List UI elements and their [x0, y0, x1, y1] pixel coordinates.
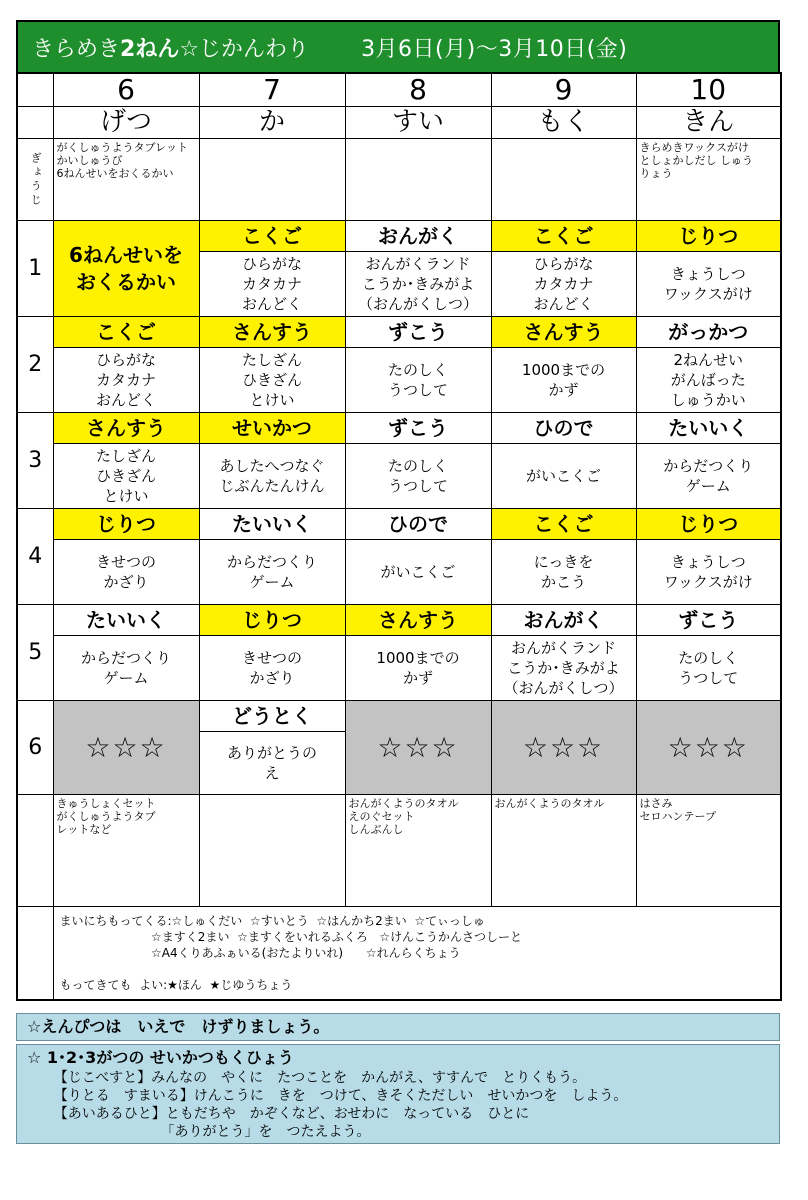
text-line: からだつくり	[663, 457, 754, 475]
text-line: おんがくランド	[510, 639, 616, 657]
text-line: がくしゅうようタブレット	[56, 141, 188, 154]
text-line: ゲーム	[685, 477, 731, 495]
subject-cell: おんがく	[491, 605, 636, 636]
subject-cell: こくご	[491, 221, 636, 252]
note-line	[60, 961, 775, 977]
detail-cell	[636, 540, 781, 605]
day-number: 6	[53, 73, 199, 107]
period-subject-row	[17, 413, 781, 444]
period-number: 6	[17, 701, 53, 795]
text-line: にっきを	[533, 553, 594, 571]
period-detail-row	[17, 348, 781, 413]
text-line: こうか･きみがよ	[361, 275, 475, 293]
subject-cell: おんがく	[345, 221, 491, 252]
period6-subject-row	[17, 701, 781, 732]
page-title: きらめき2ねん☆じかんわり	[32, 36, 310, 62]
day-name: もく	[491, 107, 636, 139]
subject-cell: じりつ	[53, 509, 199, 540]
text-line: ひらがな	[95, 351, 156, 369]
text-line: うつして	[387, 381, 448, 399]
text-line: 6ねんせいを	[69, 242, 183, 267]
items-cell	[491, 795, 636, 907]
period-subject-row	[17, 317, 781, 348]
period-subject-row	[17, 221, 781, 252]
detail-cell	[345, 540, 491, 605]
items-label-cell	[17, 795, 53, 907]
date-range: 3月6日(月)～3月10日(金)	[361, 36, 628, 62]
note-line: もってきても よい:★ほん ★じゆうちょう	[59, 978, 293, 992]
text-line: おんがくランド	[365, 255, 471, 273]
day-number-row	[17, 73, 781, 107]
text-line: がんばった	[670, 371, 746, 389]
text-line: かず	[548, 381, 579, 399]
subject-cell: じりつ	[199, 605, 345, 636]
subject-cell: ひので	[345, 509, 491, 540]
text-line: カタカナ	[241, 275, 302, 293]
text-line: からだつくり	[80, 649, 171, 667]
detail-cell	[636, 348, 781, 413]
goal-line: 【りとる すまいる】けんこうに きを つけて、きそくただしい せいかつを しよう。	[27, 1088, 628, 1104]
detail-cell	[53, 444, 199, 509]
text-line: 1000までの	[376, 649, 460, 667]
items-cell	[199, 795, 345, 907]
text-line: え	[264, 764, 280, 782]
corner-cell	[17, 107, 53, 139]
day-name: か	[199, 107, 345, 139]
text-line: おんがくようのタオル	[348, 797, 459, 810]
text-line: （おんがくしつ）	[503, 679, 624, 697]
items-cell	[345, 795, 491, 907]
subject-cell: たいいく	[636, 413, 781, 444]
events-label: ぎょうじ	[29, 151, 43, 208]
pencil-note: ☆えんぴつは いえで けずりましょう。	[16, 1013, 780, 1041]
text-line: はさみ	[639, 797, 673, 810]
items-cell	[636, 795, 781, 907]
detail-cell	[199, 252, 345, 317]
text-line: かず	[402, 669, 433, 687]
text-line: セロハンテープ	[639, 810, 716, 823]
text-line: きょうしつ	[670, 553, 746, 571]
detail-cell	[491, 540, 636, 605]
text-line: ワックスがけ	[663, 573, 753, 591]
stars-cell: ☆☆☆	[53, 701, 199, 795]
detail-cell	[53, 540, 199, 605]
schedule-sheet	[16, 20, 780, 1001]
text-line: とけい	[103, 487, 149, 505]
text-line: ゲーム	[103, 669, 149, 687]
stars-cell: ☆☆☆	[345, 701, 491, 795]
subject-cell: ずこう	[345, 413, 491, 444]
text-line: きせつの	[241, 649, 302, 667]
text-line: たのしく	[387, 361, 448, 379]
subject-cell: さんすう	[345, 605, 491, 636]
detail-cell	[53, 636, 199, 701]
goal-line: 【じこべすと】みんなの やくに たつことを かんがえ、すすんで とりくもう。	[27, 1070, 587, 1086]
detail-cell	[491, 252, 636, 317]
period-detail-row	[17, 540, 781, 605]
timetable	[16, 72, 782, 1001]
daily-notes	[53, 907, 781, 1001]
detail-cell	[636, 636, 781, 701]
text-line: おくるかい	[76, 269, 176, 294]
subject-cell: こくご	[199, 221, 345, 252]
subject-cell: せいかつ	[199, 413, 345, 444]
day-name: すい	[345, 107, 491, 139]
detail-cell	[199, 732, 345, 795]
text-line: がいこくご	[525, 467, 601, 485]
subject-cell: こくご	[53, 317, 199, 348]
items-row	[17, 795, 781, 907]
event-block	[53, 221, 199, 317]
goal-line: 「ありがとう」を つたえよう。	[27, 1124, 371, 1140]
goals-heading: ☆ 1･2･3がつの せいかつもくひょう	[27, 1048, 294, 1067]
text-line: レットなど	[56, 823, 112, 836]
text-line: しゅうかい	[670, 391, 746, 409]
text-line: カタカナ	[533, 275, 594, 293]
text-line: きらめきワックスがけ	[639, 141, 749, 154]
period-detail-row	[17, 636, 781, 701]
text-line: 2ねんせい	[673, 351, 744, 369]
text-line: 1000までの	[521, 361, 606, 379]
subject-cell: さんすう	[199, 317, 345, 348]
detail-cell	[199, 636, 345, 701]
detail-cell	[636, 444, 781, 509]
text-line: あしたへつなぐ	[219, 457, 325, 475]
text-line: おんがくようのタオル	[494, 797, 605, 810]
period-number: 1	[17, 221, 53, 317]
text-line: ひきざん	[95, 467, 156, 485]
period-number: 4	[17, 509, 53, 605]
text-line: がくしゅうようタブ	[56, 810, 156, 823]
text-line: きゅうしょくセット	[56, 797, 156, 810]
text-line: ゲーム	[249, 573, 295, 591]
detail-cell	[636, 252, 781, 317]
detail-cell	[491, 348, 636, 413]
text-line: えのぐセット	[348, 810, 415, 823]
stars-cell: ☆☆☆	[636, 701, 781, 795]
text-line: とけい	[249, 391, 295, 409]
text-line: ひきざん	[241, 371, 302, 389]
subject-cell: ずこう	[636, 605, 781, 636]
subject-cell: じりつ	[636, 221, 781, 252]
period-detail-row	[17, 444, 781, 509]
text-line: かざり	[249, 669, 295, 687]
text-line: おんどく	[95, 391, 156, 409]
text-line: としょかしだし しゅう	[639, 154, 753, 167]
life-goals-box	[16, 1044, 780, 1144]
event-cell	[53, 139, 199, 221]
period-subject-row	[17, 605, 781, 636]
text-line: うつして	[387, 477, 448, 495]
text-line: きせつの	[95, 553, 156, 571]
subject-cell: ずこう	[345, 317, 491, 348]
text-line: ありがとうの	[226, 744, 317, 762]
day-name-row	[17, 107, 781, 139]
text-line: おんどく	[533, 295, 594, 313]
note-line: ☆A4くりあふぁいる(おたよりいれ) ☆れんらくちょう	[59, 946, 461, 960]
detail-cell	[199, 444, 345, 509]
text-line: たしざん	[95, 447, 156, 465]
text-line: ひらがな	[533, 255, 594, 273]
day-name: きん	[636, 107, 781, 139]
text-line: うつして	[678, 669, 739, 687]
text-line: たのしく	[678, 649, 739, 667]
text-line: カタカナ	[95, 371, 156, 389]
title-bar	[16, 20, 780, 72]
subject-cell: さんすう	[53, 413, 199, 444]
event-cell	[345, 139, 491, 221]
text-line: がいこくご	[380, 563, 456, 581]
subject-cell: ひので	[491, 413, 636, 444]
text-line: かこう	[540, 573, 586, 591]
detail-cell	[199, 348, 345, 413]
note-line: まいにちもってくる:☆しゅくだい ☆すいとう ☆はんかち2まい ☆てぃっしゅ	[59, 914, 485, 928]
subject-cell: たいいく	[53, 605, 199, 636]
notes-label-cell	[17, 907, 53, 1001]
period-number: 3	[17, 413, 53, 509]
stars-cell: ☆☆☆	[491, 701, 636, 795]
corner-cell	[17, 73, 53, 107]
detail-cell	[345, 444, 491, 509]
subject-cell: こくご	[491, 509, 636, 540]
text-line: おんどく	[241, 295, 302, 313]
day-name: げつ	[53, 107, 199, 139]
day-number: 7	[199, 73, 345, 107]
events-row	[17, 139, 781, 221]
text-line: きょうしつ	[670, 265, 746, 283]
text-line: じぶんたんけん	[219, 477, 325, 495]
event-cell	[199, 139, 345, 221]
period-number: 2	[17, 317, 53, 413]
subject-cell: たいいく	[199, 509, 345, 540]
detail-cell	[345, 636, 491, 701]
text-line: ひらがな	[241, 255, 302, 273]
text-line: たのしく	[387, 457, 448, 475]
event-cell	[491, 139, 636, 221]
detail-cell	[53, 348, 199, 413]
text-line: たしざん	[241, 351, 302, 369]
detail-cell	[491, 444, 636, 509]
daily-notes-row	[17, 907, 781, 1001]
detail-cell	[345, 252, 491, 317]
note-line: ☆ますく2まい ☆ますくをいれるふくろ ☆けんこうかんさつしーと	[59, 930, 523, 944]
day-number: 10	[636, 73, 781, 107]
detail-cell	[345, 348, 491, 413]
text-line: りょう	[639, 167, 673, 180]
text-line: かざり	[103, 573, 149, 591]
day-number: 9	[491, 73, 636, 107]
text-line: 6ねんせいをおくるかい	[56, 167, 174, 180]
items-cell	[53, 795, 199, 907]
text-line: しんぶんし	[348, 823, 404, 836]
period-number: 5	[17, 605, 53, 701]
text-line: からだつくり	[226, 553, 317, 571]
detail-cell	[491, 636, 636, 701]
text-line: （おんがくしつ）	[357, 295, 478, 313]
text-line: ワックスがけ	[663, 285, 753, 303]
subject-cell: じりつ	[636, 509, 781, 540]
detail-cell	[199, 540, 345, 605]
day-number: 8	[345, 73, 491, 107]
subject-cell: がっかつ	[636, 317, 781, 348]
goal-line: 【あいあるひと】ともだちや かぞくなど、おせわに なっている ひとに	[27, 1106, 530, 1122]
subject-cell: どうとく	[199, 701, 345, 732]
event-cell	[636, 139, 781, 221]
text-line: こうか･きみがよ	[507, 659, 620, 677]
events-label-cell	[17, 139, 53, 221]
period-subject-row	[17, 509, 781, 540]
subject-cell: さんすう	[491, 317, 636, 348]
text-line: かいしゅうび	[56, 154, 123, 167]
